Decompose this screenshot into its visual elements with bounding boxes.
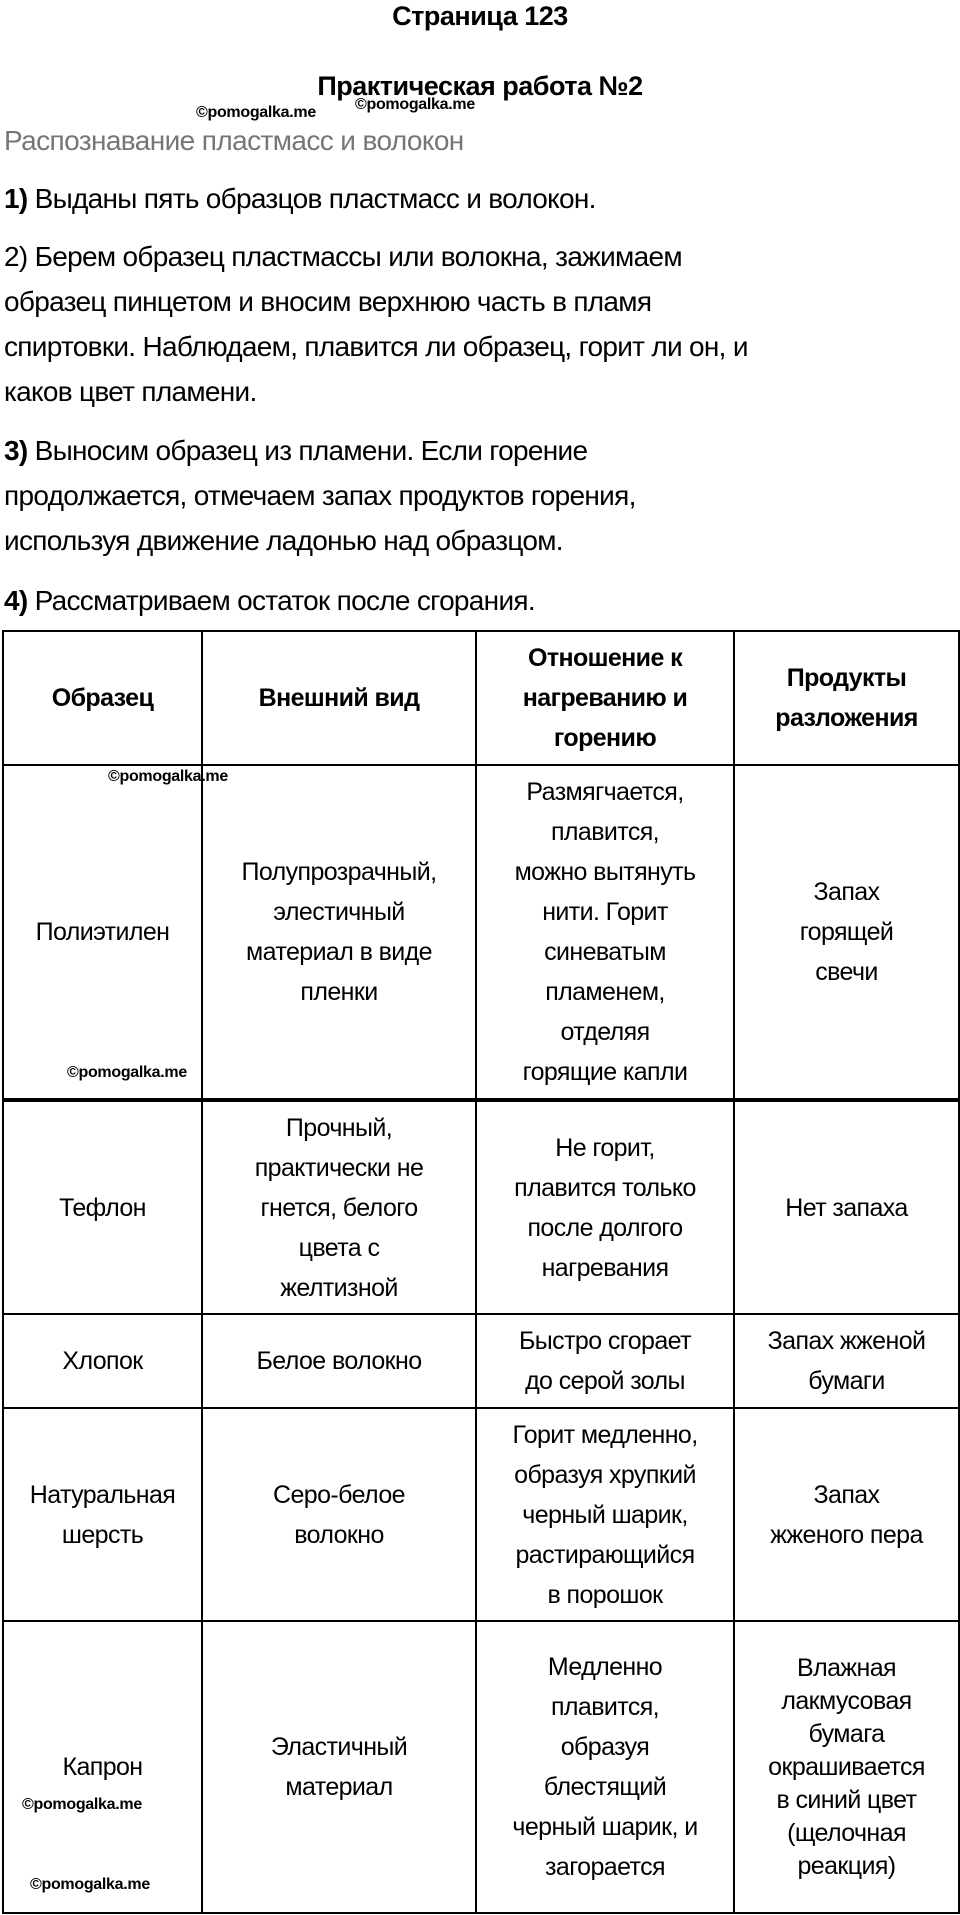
- step-text-line: Выносим образец из пламени. Если горение: [34, 435, 588, 466]
- step-3: [4, 428, 636, 563]
- watermark: ©pomogalka.me: [108, 768, 228, 785]
- step-text-line: спиртовки. Наблюдаем, плавится ли образец, горит ли он, и: [4, 331, 748, 362]
- watermark: ©pomogalka.me: [196, 104, 316, 121]
- step-number: 3): [4, 435, 28, 466]
- cell-sample: Хлопок: [3, 1314, 202, 1408]
- step-text: Рассматриваем остаток после сгорания.: [34, 585, 535, 616]
- table-row: [3, 1314, 959, 1408]
- cell-sample: Тефлон: [3, 1101, 202, 1314]
- cell-heating: Быстро сгорает до серой золы: [476, 1314, 734, 1408]
- cell-heating: Медленно плавится, образуя блестящий черный шарик, и загорается: [476, 1621, 734, 1913]
- cell-products: Запах жженого пера: [734, 1408, 959, 1621]
- step-number: 2): [4, 241, 28, 272]
- step-4: [4, 578, 535, 623]
- watermark: ©pomogalka.me: [355, 96, 475, 113]
- cell-appearance: Полупрозрачный, элестичный материал в виде пленки: [202, 765, 476, 1099]
- page-title: Страница 123: [392, 1, 568, 31]
- step-text: Выданы пять образцов пластмасс и волокон.: [34, 183, 596, 214]
- cell-sample: Полиэтилен: [3, 765, 202, 1099]
- cell-appearance: Эластичный материал: [202, 1621, 476, 1913]
- step-number: 1): [4, 183, 28, 214]
- results-table-part-1: [2, 630, 960, 1100]
- watermark: ©pomogalka.me: [30, 1876, 150, 1893]
- step-text-line: продолжается, отмечаем запах продуктов горения,: [4, 480, 636, 511]
- table-row: [3, 1408, 959, 1621]
- cell-heating: Размягчается, плавится, можно вытянуть нити. Горит синеватым пламенем, отделяя горящие капли: [476, 765, 734, 1099]
- cell-products: Запах жженой бумаги: [734, 1314, 959, 1408]
- watermark: ©pomogalka.me: [22, 1796, 142, 1813]
- table-row: [3, 1101, 959, 1314]
- cell-appearance: Прочный, практически не гнется, белого цвета с желтизной: [202, 1101, 476, 1314]
- cell-appearance: Серо-белое волокно: [202, 1408, 476, 1621]
- header-products: Продукты разложения: [734, 631, 959, 765]
- cell-appearance: Белое волокно: [202, 1314, 476, 1408]
- step-number: 4): [4, 585, 28, 616]
- table-row: [3, 1621, 959, 1913]
- step-text-line: используя движение ладонью над образцом.: [4, 525, 563, 556]
- header-heating: Отношение к нагреванию и горению: [476, 631, 734, 765]
- cell-products: Нет запаха: [734, 1101, 959, 1314]
- step-2: [4, 234, 748, 414]
- step-text-line: Берем образец пластмассы или волокна, зажимаем: [34, 241, 682, 272]
- step-text-line: образец пинцетом и вносим верхнюю часть в пламя: [4, 286, 652, 317]
- table-header-row: [3, 631, 959, 765]
- cell-products: Влажная лакмусовая бумага окрашивается в синий цвет (щелочная реакция): [734, 1621, 959, 1913]
- header-sample: Образец: [3, 631, 202, 765]
- cell-sample: Капрон: [3, 1621, 202, 1913]
- step-1: [4, 176, 596, 221]
- results-table-part-2: [2, 1100, 960, 1914]
- work-title: Практическая работа №2: [317, 71, 643, 101]
- cell-heating: Не горит, плавится только после долгого нагревания: [476, 1101, 734, 1314]
- table-row: [3, 765, 959, 1099]
- cell-heating: Горит медленно, образуя хрупкий черный шарик, растирающийся в порошок: [476, 1408, 734, 1621]
- cell-products: Запах горящей свечи: [734, 765, 959, 1099]
- cell-sample: Натуральная шерсть: [3, 1408, 202, 1621]
- step-text-line: каков цвет пламени.: [4, 376, 257, 407]
- watermark: ©pomogalka.me: [67, 1064, 187, 1081]
- subtitle: Распознавание пластмасс и волокон: [4, 125, 464, 156]
- header-appearance: Внешний вид: [202, 631, 476, 765]
